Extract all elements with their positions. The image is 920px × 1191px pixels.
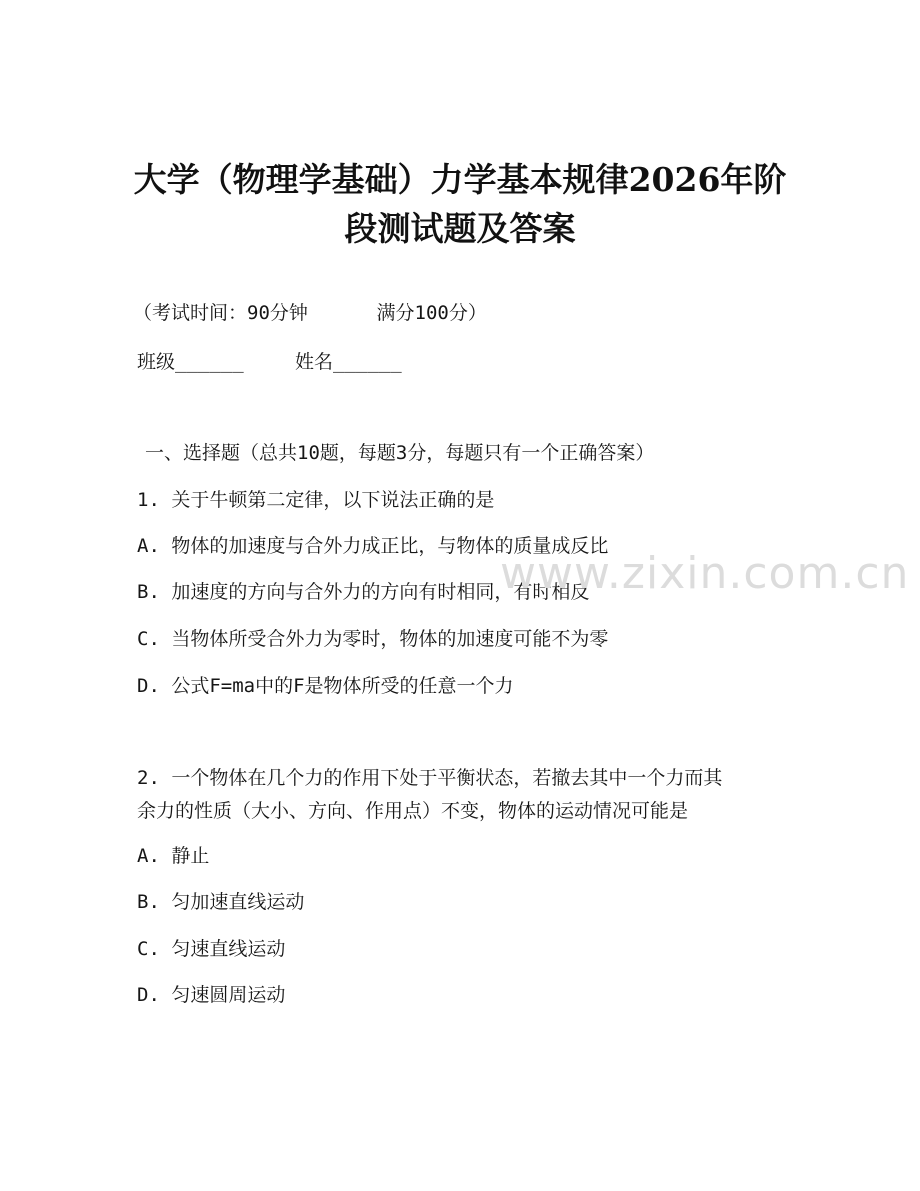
question-2-option-b: B. 匀加速直线运动 — [137, 891, 305, 913]
document-title-line-1: 大学（物理学基础）力学基本规律2026年阶 — [133, 160, 787, 199]
question-1-stem: 1. 关于牛顿第二定律，以下说法正确的是 — [137, 489, 495, 511]
name-field-label: 姓名______ — [295, 351, 402, 373]
question-1-option-d: D. 公式F=ma中的F是物体所受的任意一个力 — [137, 675, 514, 697]
document-title-line-2: 段测试题及答案 — [344, 209, 576, 248]
question-1-option-a: A. 物体的加速度与合外力成正比，与物体的质量成反比 — [137, 535, 609, 557]
question-2-option-d: D. 匀速圆周运动 — [137, 984, 286, 1006]
question-2-stem-line-1: 2. 一个物体在几个力的作用下处于平衡状态，若撤去其中一个力而其 — [137, 767, 723, 789]
question-1-option-b: B. 加速度的方向与合外力的方向有时相同，有时相反 — [137, 581, 590, 603]
question-2-option-c: C. 匀速直线运动 — [137, 938, 286, 960]
question-2-option-a: A. 静止 — [137, 845, 210, 867]
class-field-label: 班级______ — [137, 351, 244, 373]
watermark: www.zixin.com.cn — [500, 548, 910, 599]
section-heading: 一、选择题（总共10题，每题3分，每题只有一个正确答案） — [145, 442, 655, 464]
question-1-option-c: C. 当物体所受合外力为零时，物体的加速度可能不为零 — [137, 628, 609, 650]
question-2-stem-line-2: 余力的性质（大小、方向、作用点）不变，物体的运动情况可能是 — [137, 800, 689, 822]
exam-info: （考试时间：90分钟 满分100分） — [133, 302, 487, 324]
